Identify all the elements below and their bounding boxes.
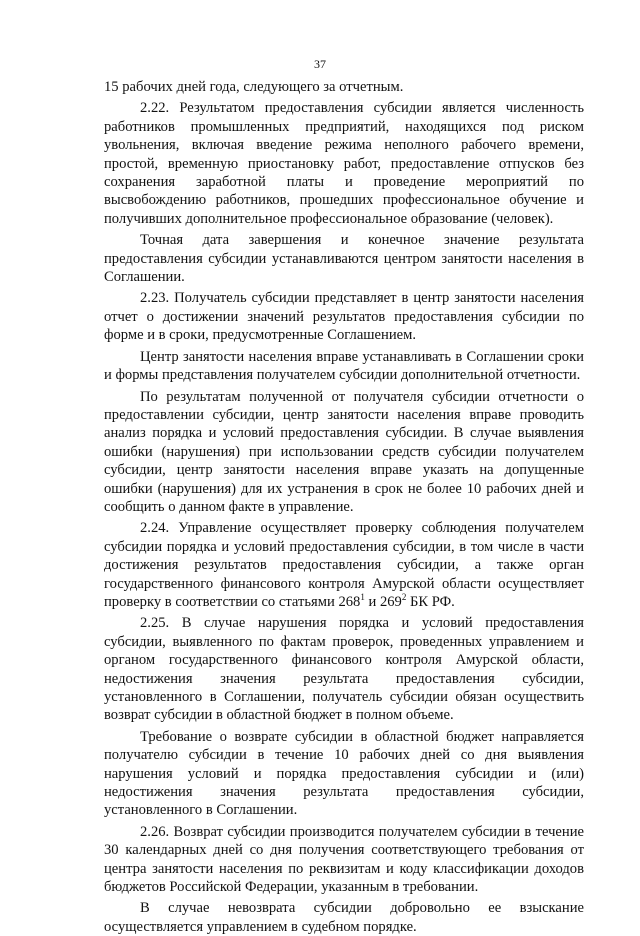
paragraph-2-25: 2.25. В случае нарушения порядка и условий предоставления субсидии, выявленного по фактам проверок, проведенных управлением и органом государственного финансового контроля Амурской области, недостижения значения результата предоставления субсидии, установленного в Соглашении, получатель субсидии обязан осуществить возврат субсидии в областной бюджет в полном объеме. [104,615,584,724]
paragraph-continuation: 15 рабочих дней года, следующего за отчетным. [104,79,404,95]
paragraph-2-22: 2.22. Результатом предоставления субсидии является численность работников промышленных предприятий, находящихся под риском увольнения, включая введение режима неполного рабочего времени, простой, временную приостановку работ, предоставление отпусков без сохранения заработной платы и проведение мероприятий по высвобождению работников, прошедших профессиональное обучение и получивших дополнительное профессиональное образование (человек). [104,100,584,227]
document-body [104,78,584,936]
paragraph-2-23: 2.23. Получатель субсидии представляет в центр занятости населения отчет о достижении значений результатов предоставления субсидии по форме и в сроки, предусмотренные Соглашением. [104,290,584,344]
paragraph-court-recovery: В случае невозврата субсидии добровольно ее взыскание осуществляется управлением в судебном порядке. [104,900,584,935]
article-269-superscript: 2 [401,592,407,603]
paragraph-2-24-text: 2.24. Управление осуществляет проверку соблюдения получателем субсидии порядка и условий предоставления субсидии, в том числе в части достижения результатов предоставления субсидии, а также орган государственного финансового контроля Амурской области осуществляет проверку в соответствии со статьями 268 [104,520,584,610]
paragraph-additional-reporting: Центр занятости населения вправе устанавливать в Соглашении сроки и формы представления получателем субсидии дополнительной отчетности. [104,348,584,384]
paragraph-2-26: 2.26. Возврат субсидии производится получателем субсидии в течение 30 календарных дней со дня получения соответствующего требования от центра занятости населения по реквизитам и коду классификации доходов бюджетов Российской Федерации, указанным в требовании. [104,823,584,896]
paragraph-refund-demand: Требование о возврате субсидии в областной бюджет направляется получателю субсидии в течение 10 рабочих дней со дня выявления нарушения условий и порядка предоставления субсидии и (или) недостижения значения результата предоставления субсидии, установленного в Соглашении. [104,728,584,819]
paragraph-2-24 [104,519,584,611]
page-number: 37 [314,57,326,71]
paragraph-analysis: По результатам полученной от получателя субсидии отчетности о предоставлении субсидии, центр занятости населения вправе проводить анализ порядка и условий предоставления субсидии. В случае выявления ошибки (нарушения) при использовании средств субсидии получателем субсидии, центр занятости населения вправе указать на допущенные ошибки (нарушения) для их устранения в срок не более 10 рабочих дней и сообщить о данном факте в управление. [104,388,584,515]
paragraph-result-date: Точная дата завершения и конечное значение результата предоставления субсидии устанавливаются центром занятости населения в Соглашении. [104,232,584,286]
paragraph-2-24-and: и 269 [364,593,402,610]
article-268-superscript: 1 [360,592,365,603]
paragraph-2-24-end: БК РФ. [406,593,455,610]
